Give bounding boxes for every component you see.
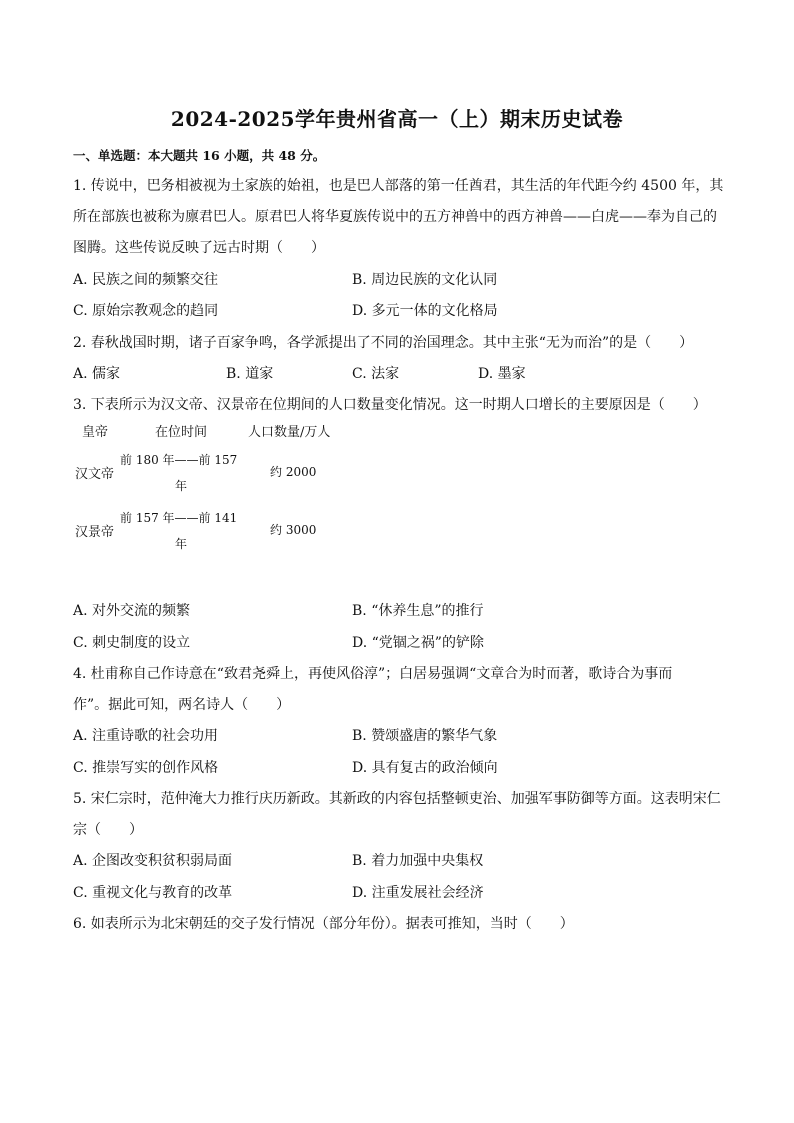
table-cell-period-line-1: 前 180 年——前 157 — [120, 453, 238, 467]
table-header-population: 人口数量/万人 — [248, 425, 331, 440]
q2-option-a: A. 儒家 — [73, 366, 121, 382]
q3-option-b: B. “休养生息”的推行 — [352, 603, 484, 619]
table-cell-period-line-1: 前 157 年——前 141 — [120, 511, 238, 525]
q1-option-c: C. 原始宗教观念的趋同 — [73, 303, 219, 319]
table-cell-period-line-2: 年 — [175, 479, 188, 493]
q4-stem-line-2: 作”。据此可知，两名诗人（ ） — [73, 697, 291, 713]
table-header-period: 在位时间 — [155, 425, 208, 440]
page-title: 2024-2025学年贵州省高一（上）期末历史试卷 — [170, 107, 624, 131]
q3-option-c: C. 刺史制度的设立 — [73, 635, 191, 651]
q4-option-a: A. 注重诗歌的社会功用 — [73, 728, 219, 744]
table-header-emperor: 皇帝 — [82, 425, 109, 440]
q1-stem-line-1: 1. 传说中，巴务相被视为土家族的始祖，也是巴人部落的第一任酋君，其生活的年代距今约 4500 年，其 — [73, 178, 724, 194]
table-cell-emperor: 汉文帝 — [75, 467, 115, 482]
section-heading: 一、单选题：本大题共 16 小题，共 48 分。 — [73, 148, 326, 163]
q4-stem-line-1: 4. 杜甫称自己作诗意在“致君尧舜上，再使风俗淳”；白居易强调“文章合为时而著，歌诗合为事而 — [73, 666, 673, 682]
q3-option-a: A. 对外交流的频繁 — [73, 603, 191, 619]
q2-option-d: D. 墨家 — [478, 366, 526, 382]
q2-option-b: B. 道家 — [226, 366, 274, 382]
q3-option-d: D. “党锢之祸”的铲除 — [352, 635, 484, 651]
table-cell-population: 约 2000 — [270, 465, 317, 479]
q4-option-c: C. 推崇写实的创作风格 — [73, 760, 219, 776]
table-cell-emperor: 汉景帝 — [75, 525, 115, 540]
table-cell-period-line-2: 年 — [175, 537, 188, 551]
q2-option-c: C. 法家 — [352, 366, 400, 382]
q1-option-a: A. 民族之间的频繁交往 — [73, 272, 219, 288]
q5-option-d: D. 注重发展社会经济 — [352, 885, 484, 901]
q5-option-a: A. 企图改变积贫积弱局面 — [73, 853, 233, 869]
q1-stem-line-3: 图腾。这些传说反映了远古时期（ ） — [73, 240, 325, 256]
q2-stem-line-1: 2. 春秋战国时期，诸子百家争鸣，各学派提出了不同的治国理念。其中主张“无为而治”的是（ ） — [73, 335, 694, 351]
q4-option-d: D. 具有复古的政治倾向 — [352, 760, 498, 776]
q1-option-d: D. 多元一体的文化格局 — [352, 303, 498, 319]
q5-stem-line-2: 宗（ ） — [73, 822, 143, 838]
q6-stem-line-1: 6. 如表所示为北宋朝廷的交子发行情况（部分年份）。据表可推知，当时（ ） — [73, 916, 574, 932]
q1-stem-line-2: 所在部族也被称为廪君巴人。原君巴人将华夏族传说中的五方神兽中的西方神兽——白虎——奉为自己的 — [73, 209, 717, 225]
q3-stem-line-1: 3. 下表所示为汉文帝、汉景帝在位期间的人口数量变化情况。这一时期人口增长的主要原因是（ ） — [73, 397, 707, 413]
q4-option-b: B. 赞颂盛唐的繁华气象 — [352, 728, 498, 744]
q5-option-c: C. 重视文化与教育的改革 — [73, 885, 233, 901]
q5-stem-line-1: 5. 宋仁宗时，范仲淹大力推行庆历新政。其新政的内容包括整顿吏治、加强军事防御等方面。这表明宋仁 — [73, 791, 721, 807]
table-cell-population: 约 3000 — [270, 523, 317, 537]
q1-option-b: B. 周边民族的文化认同 — [352, 272, 498, 288]
q5-option-b: B. 着力加强中央集权 — [352, 853, 484, 869]
